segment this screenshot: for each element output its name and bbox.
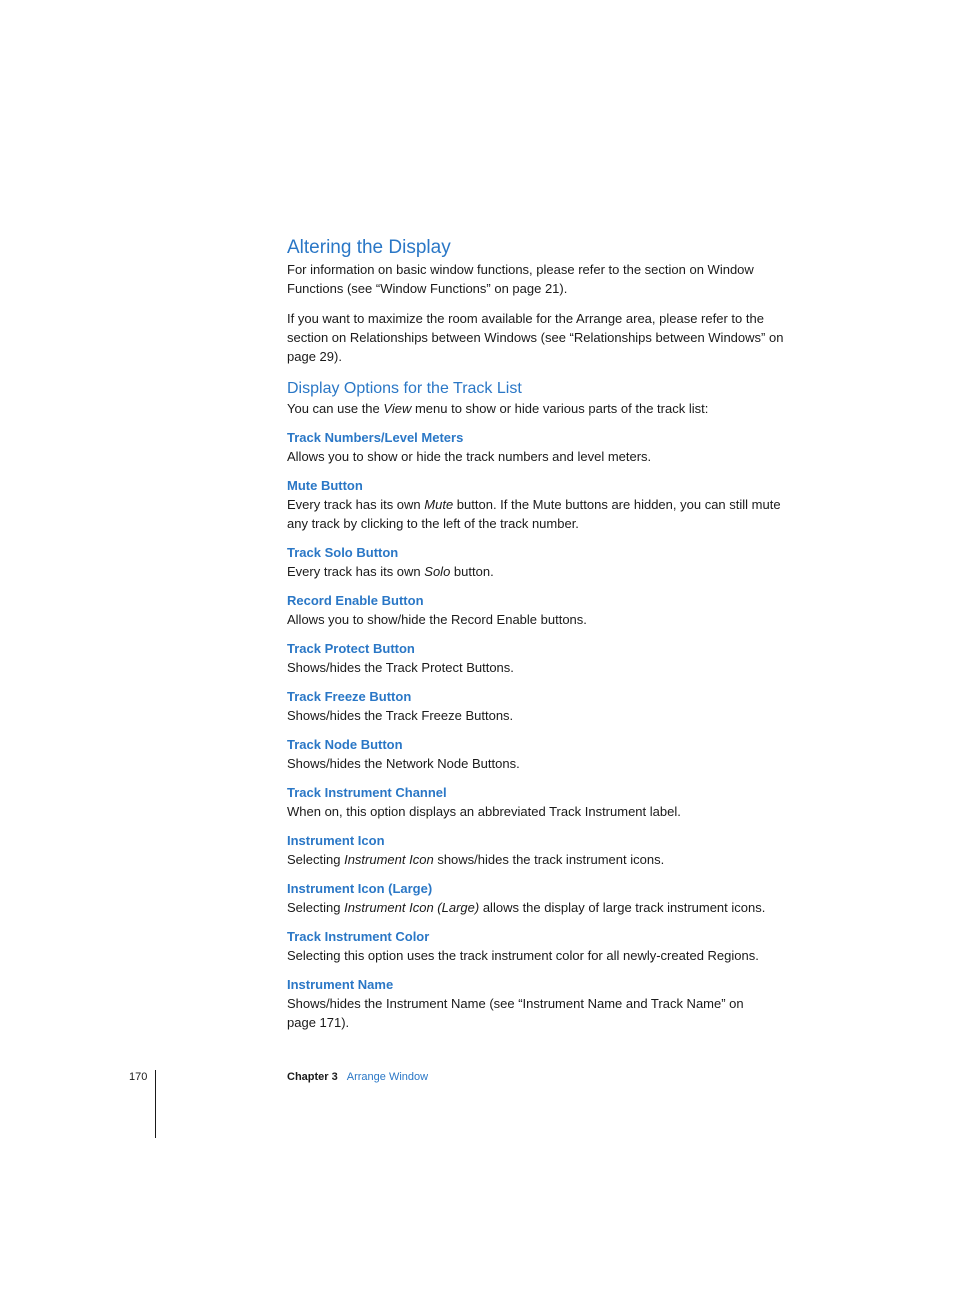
option-description: Selecting Instrument Icon shows/hides the track instrument icons.	[287, 852, 665, 867]
option-heading: Track Freeze Button	[287, 689, 412, 704]
option-heading: Track Instrument Color	[287, 929, 430, 944]
option-description: Shows/hides the Instrument Name (see “Instrument Name and Track Name” on page 171).	[287, 996, 744, 1030]
chapter-reference	[287, 1070, 428, 1085]
option-description: When on, this option displays an abbreviated Track Instrument label.	[287, 804, 681, 819]
page-content	[287, 236, 797, 1032]
option-description: Every track has its own Mute button. If the Mute buttons are hidden, you can still mute any track by clicking to the left of the track number.	[287, 497, 781, 531]
section-title: Altering the Display	[287, 237, 451, 258]
section-paragraph: If you want to maximize the room available for the Arrange area, please refer to the section on Relationships between Windows (see “Relationships between Windows” on page 29).	[287, 311, 784, 364]
option-item	[287, 640, 797, 677]
option-description: Allows you to show/hide the Record Enable buttons.	[287, 612, 587, 627]
section-paragraph: For information on basic window functions, please refer to the section on Window Functions (see “Window Functions” on page 21).	[287, 262, 754, 296]
page-footer	[0, 1070, 954, 1140]
option-item	[287, 880, 797, 917]
option-item	[287, 832, 797, 869]
option-heading: Track Numbers/Level Meters	[287, 430, 464, 445]
option-item	[287, 429, 797, 466]
option-description: Every track has its own Solo button.	[287, 564, 494, 579]
option-item	[287, 592, 797, 629]
option-description: Selecting Instrument Icon (Large) allows the display of large track instrument icons.	[287, 900, 766, 915]
footer-rule	[155, 1070, 156, 1138]
subsection-intro: You can use the View menu to show or hide various parts of the track list:	[287, 401, 709, 416]
option-item	[287, 544, 797, 581]
chapter-label: Chapter 3	[287, 1071, 338, 1083]
chapter-title: Arrange Window	[346, 1071, 429, 1083]
option-description: Selecting this option uses the track instrument color for all newly-created Regions.	[287, 948, 759, 963]
option-heading: Track Solo Button	[287, 545, 399, 560]
option-heading: Track Instrument Channel	[287, 785, 447, 800]
option-item	[287, 477, 797, 533]
option-description: Shows/hides the Network Node Buttons.	[287, 756, 520, 771]
option-item	[287, 688, 797, 725]
option-heading: Track Node Button	[287, 737, 403, 752]
option-heading: Instrument Icon	[287, 833, 385, 848]
option-item	[287, 928, 797, 965]
option-description: Shows/hides the Track Freeze Buttons.	[287, 708, 514, 723]
subsection-title: Display Options for the Track List	[287, 380, 522, 397]
option-item	[287, 976, 797, 1032]
option-description: Allows you to show or hide the track numbers and level meters.	[287, 449, 652, 464]
option-description: Shows/hides the Track Protect Buttons.	[287, 660, 514, 675]
option-heading: Track Protect Button	[287, 641, 415, 656]
page-number: 170	[129, 1071, 148, 1083]
option-heading: Instrument Name	[287, 977, 394, 992]
option-item	[287, 784, 797, 821]
option-heading: Record Enable Button	[287, 593, 424, 608]
option-item	[287, 736, 797, 773]
option-heading: Instrument Icon (Large)	[287, 881, 433, 896]
option-heading: Mute Button	[287, 478, 363, 493]
